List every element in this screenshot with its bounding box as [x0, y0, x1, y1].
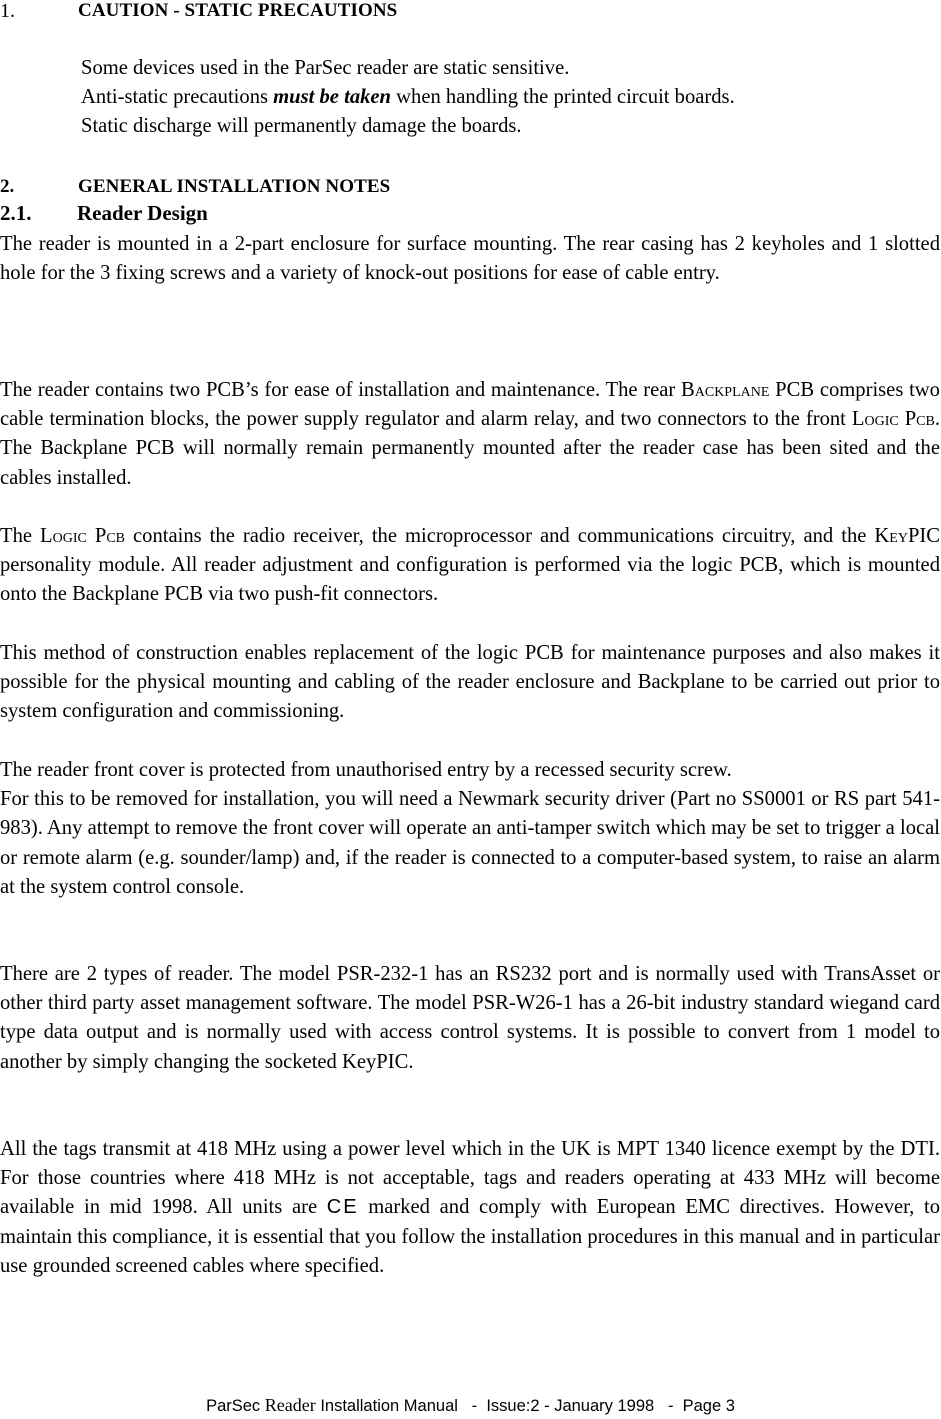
- page-footer: ParSec Reader Installation Manual - Issue:2 - January 1998 - Page 3: [206, 1395, 735, 1415]
- paragraph-reader-types: There are 2 types of reader. The model PSR-232-1 has an RS232 port and is normally used with TransAsset or other third party asset management software. The model PSR-W26-1 has a 26-bit industry standard wiegand card type data output and is normally used with access control systems. It is possible to convert from 1 model to another by simply changing the socketed KeyPIC.: [0, 963, 940, 1073]
- paragraph-pcbs: The reader contains two PCB’s for ease of installation and maintenance. The rear Backplane PCB comprises two cable termination blocks, the power supply regulator and alarm relay, and two connectors to the front Logic Pcb. The Backplane PCB will normally remain permanently mounted after the reader case has been sited and the cables installed.: [0, 379, 940, 489]
- section-1-number: 1.: [0, 0, 15, 22]
- caution-line-3: Static discharge will permanently damage the boards.: [81, 115, 522, 137]
- caution-line-1: Some devices used in the ParSec reader are static sensitive.: [81, 57, 570, 79]
- section-1-title: CAUTION - STATIC PRECAUTIONS: [78, 0, 398, 21]
- section-2-1-title: Reader Design: [77, 201, 208, 225]
- paragraph-enclosure: The reader is mounted in a 2-part enclosure for surface mounting. The rear casing has 2 keyholes and 1 slotted hole for the 3 fixing screws and a variety of knock-out positions for ease of cable entry.: [0, 233, 940, 285]
- caution-line-2: Anti-static precautions must be taken when handling the printed circuit boards.: [81, 86, 735, 108]
- paragraph-tags-transmit: All the tags transmit at 418 MHz using a power level which in the UK is MPT 1340 licence exempt by the DTI. For those countries where 418 MHz is not acceptable, tags and readers operating at 433 MHz will become available in mid 1998. All units are CE marked and comply with European EMC directives. However, to maintain this compliance, it is essential that you follow the installation procedures in this manual and in particular use grounded screened cables where specified.: [0, 1138, 940, 1277]
- section-2-number: 2.: [0, 176, 15, 197]
- paragraph-logic-pcb: The Logic Pcb contains the radio receiver, the microprocessor and communications circuitry, and the KeyPIC personality module. All reader adjustment and configuration is performed via the logic PCB, which is mounted onto the Backplane PCB via two push-fit connectors.: [0, 525, 940, 606]
- ce-mark: CE: [326, 1196, 359, 1219]
- section-2-1-number: 2.1.: [0, 201, 32, 225]
- paragraph-front-cover: The reader front cover is protected from unauthorised entry by a recessed security screw. For this to be removed for installation, you will need a Newmark security driver (Part no SS0001 or RS part 541-983). Any attempt to remove the front cover will operate an anti-tamper switch which may be set to trigger a local or remote alarm (e.g. sounder/lamp) and, if the reader is connected to a computer-based system, to raise an alarm at the system control console.: [0, 759, 940, 898]
- section-2-title: GENERAL INSTALLATION NOTES: [78, 176, 391, 197]
- paragraph-construction: This method of construction enables replacement of the logic PCB for maintenance purposes and also makes it possible for the physical mounting and cabling of the reader enclosure and Backplane to be carried out prior to system configuration and commissioning.: [0, 642, 940, 723]
